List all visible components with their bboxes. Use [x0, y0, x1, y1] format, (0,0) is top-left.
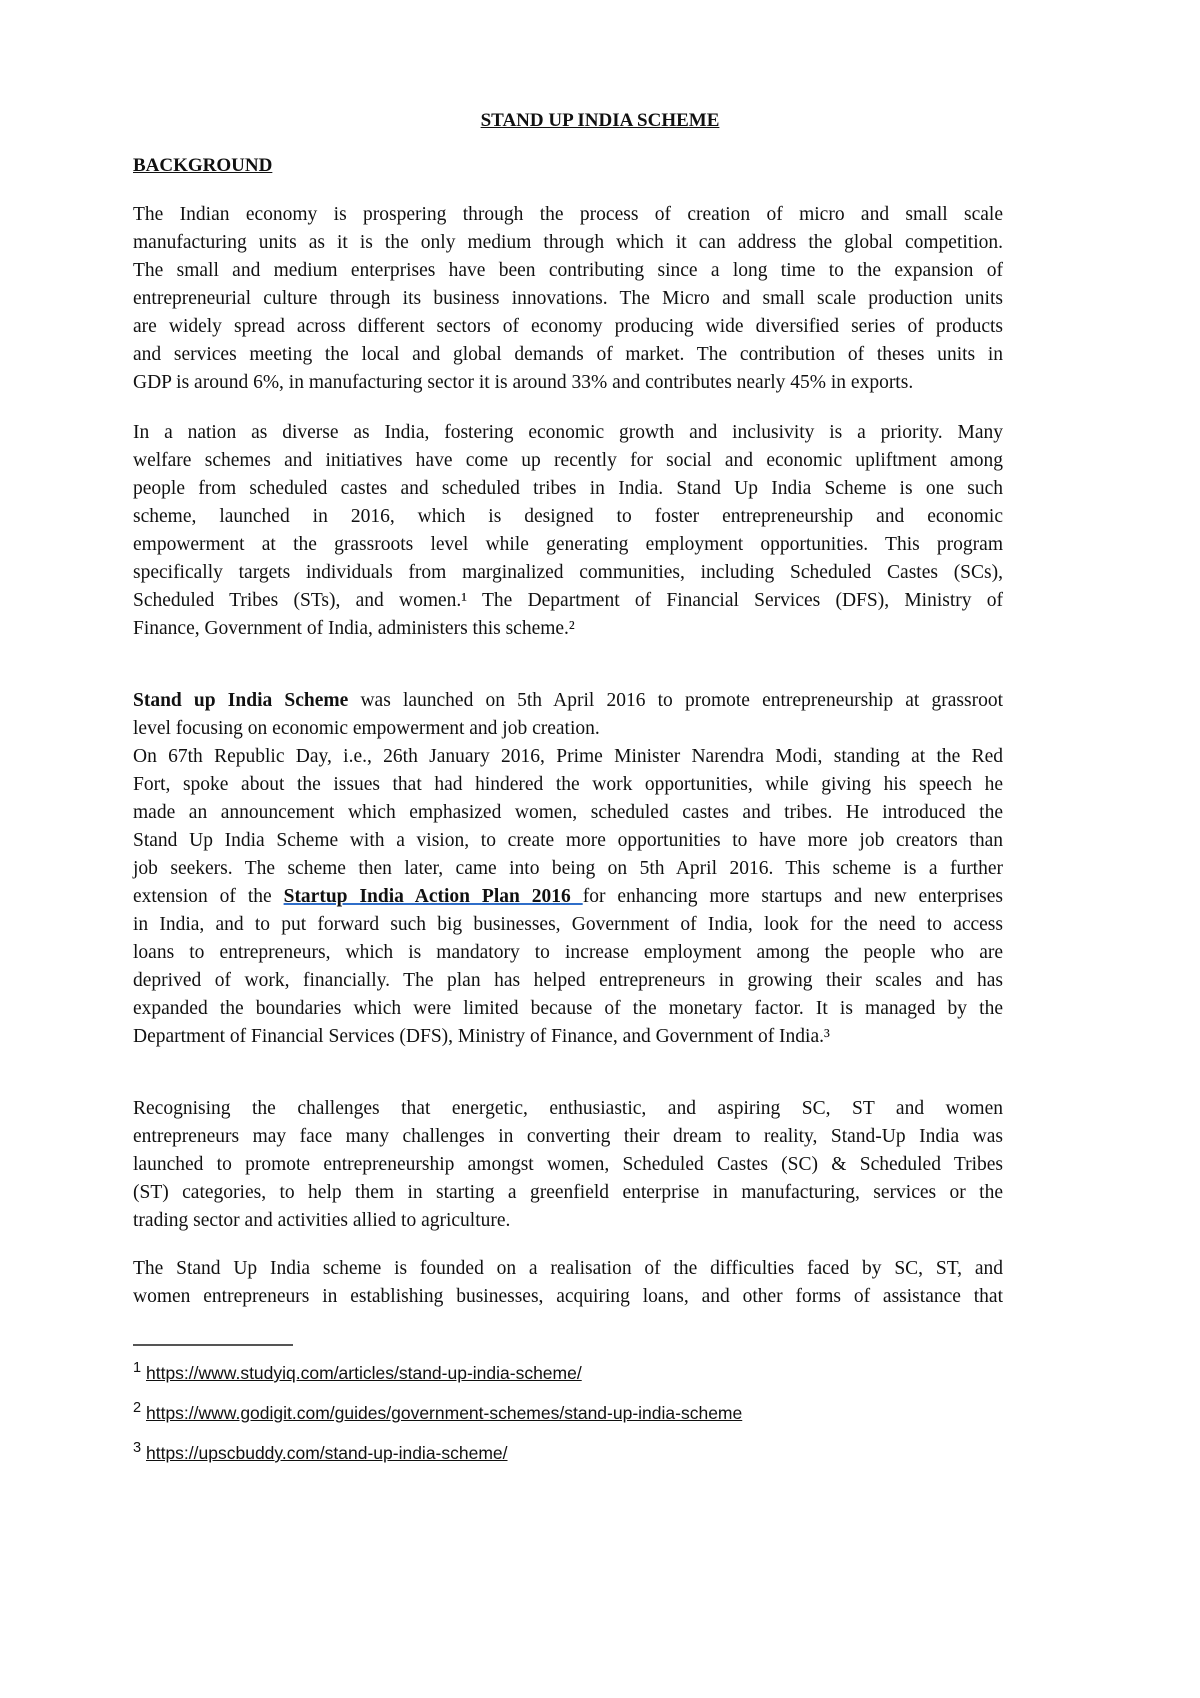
footnote-3	[133, 1440, 508, 1464]
text-line: entrepreneurs may face many challenges in converting their dream to reality, Stand-Up India was	[133, 1126, 1003, 1147]
text-line	[133, 687, 1003, 715]
text-line: level focusing on economic empowerment and job creation.	[133, 718, 600, 739]
text-line: job seekers. The scheme then later, came into being on 5th April 2016. This scheme is a further	[133, 858, 1003, 879]
footnote-link[interactable]: https://www.godigit.com/guides/government-schemes/stand-up-india-scheme	[145, 1402, 743, 1423]
section-heading-background: BACKGROUND	[133, 155, 273, 176]
paragraph	[133, 1095, 1003, 1235]
text-line: and services meeting the local and global demands of market. The contribution of theses units in	[133, 344, 1003, 365]
text-line: are widely spread across different sectors of economy producing wide diversified series of products	[133, 316, 1003, 337]
text-line: (ST) categories, to help them in starting a greenfield enterprise in manufacturing, services or the	[133, 1182, 1003, 1203]
inline-link[interactable]: Startup India Action Plan 2016	[283, 886, 583, 907]
text-line: Recognising the challenges that energetic, enthusiastic, and aspiring SC, ST and women	[133, 1098, 1003, 1119]
paragraph	[133, 1255, 1003, 1311]
text-line: manufacturing units as it is the only medium through which it can address the global competition.	[133, 232, 1003, 253]
text-line	[133, 883, 1003, 911]
text-line: loans to entrepreneurs, which is mandatory to increase employment among the people who are	[133, 942, 1003, 963]
text-line: welfare schemes and initiatives have come up recently for social and economic upliftment among	[133, 450, 1003, 471]
paragraph	[133, 201, 1003, 397]
text-line: expanded the boundaries which were limited because of the monetary factor. It is managed by the	[133, 998, 1003, 1019]
text-line: In a nation as diverse as India, fostering economic growth and inclusivity is a priority. Many	[133, 422, 1003, 443]
paragraph	[133, 687, 1003, 743]
paragraph	[133, 419, 1003, 643]
text-line: Fort, spoke about the issues that had hindered the work opportunities, while giving his speech he	[133, 774, 1003, 795]
text-segment: for enhancing more startups and new enterprises	[582, 886, 1003, 907]
text-line: Finance, Government of India, administers this scheme.²	[133, 618, 575, 639]
footnote-mark: 3	[133, 1440, 142, 1456]
paragraph	[133, 743, 1003, 1051]
text-line: The Stand Up India scheme is founded on a realisation of the difficulties faced by SC, ST, and	[133, 1258, 1003, 1279]
text-line: GDP is around 6%, in manufacturing sector it is around 33% and contributes nearly 45% in exports.	[133, 372, 914, 393]
footnote-mark: 1	[133, 1360, 142, 1376]
document-title: STAND UP INDIA SCHEME	[480, 110, 720, 131]
text-line: made an announcement which emphasized women, scheduled castes and tribes. He introduced the	[133, 802, 1003, 823]
footnote-link[interactable]: https://www.studyiq.com/articles/stand-up-india-scheme/	[145, 1362, 582, 1383]
footnote-link[interactable]: https://upscbuddy.com/stand-up-india-scheme/	[145, 1442, 508, 1463]
text-line: launched to promote entrepreneurship amongst women, Scheduled Castes (SC) & Scheduled Tribes	[133, 1154, 1003, 1175]
bold-text: Stand up India Scheme	[133, 690, 349, 711]
text-line: specifically targets individuals from marginalized communities, including Scheduled Castes (SCs),	[133, 562, 1003, 583]
text-line: Stand Up India Scheme with a vision, to create more opportunities to have more job creators than	[133, 830, 1003, 851]
footnote-separator	[133, 1344, 293, 1346]
text-line: empowerment at the grassroots level while generating employment opportunities. This program	[133, 534, 1003, 555]
text-segment: was launched on 5th April 2016 to promote entrepreneurship at grassroot	[348, 690, 1003, 711]
text-line: On 67th Republic Day, i.e., 26th January 2016, Prime Minister Narendra Modi, standing at the Red	[133, 746, 1003, 767]
text-line: deprived of work, financially. The plan has helped entrepreneurs in growing their scales and has	[133, 970, 1003, 991]
text-line: Department of Financial Services (DFS), Ministry of Finance, and Government of India.³	[133, 1026, 830, 1047]
text-line: Scheduled Tribes (STs), and women.¹ The Department of Financial Services (DFS), Ministry of	[133, 590, 1003, 611]
text-line: in India, and to put forward such big businesses, Government of India, look for the need to access	[133, 914, 1003, 935]
text-line: The Indian economy is prospering through the process of creation of micro and small scale	[133, 204, 1003, 225]
text-line: entrepreneurial culture through its business innovations. The Micro and small scale production units	[133, 288, 1003, 309]
text-line: trading sector and activities allied to agriculture.	[133, 1210, 511, 1231]
text-segment: extension of the	[133, 886, 284, 907]
text-line: The small and medium enterprises have been contributing since a long time to the expansion of	[133, 260, 1003, 281]
footnote-mark: 2	[133, 1400, 142, 1416]
text-line: women entrepreneurs in establishing businesses, acquiring loans, and other forms of assistance that	[133, 1286, 1003, 1307]
text-line: people from scheduled castes and scheduled tribes in India. Stand Up India Scheme is one such	[133, 478, 1003, 499]
text-line: scheme, launched in 2016, which is designed to foster entrepreneurship and economic	[133, 506, 1003, 527]
footnote-2	[133, 1400, 742, 1424]
footnote-1	[133, 1360, 582, 1384]
